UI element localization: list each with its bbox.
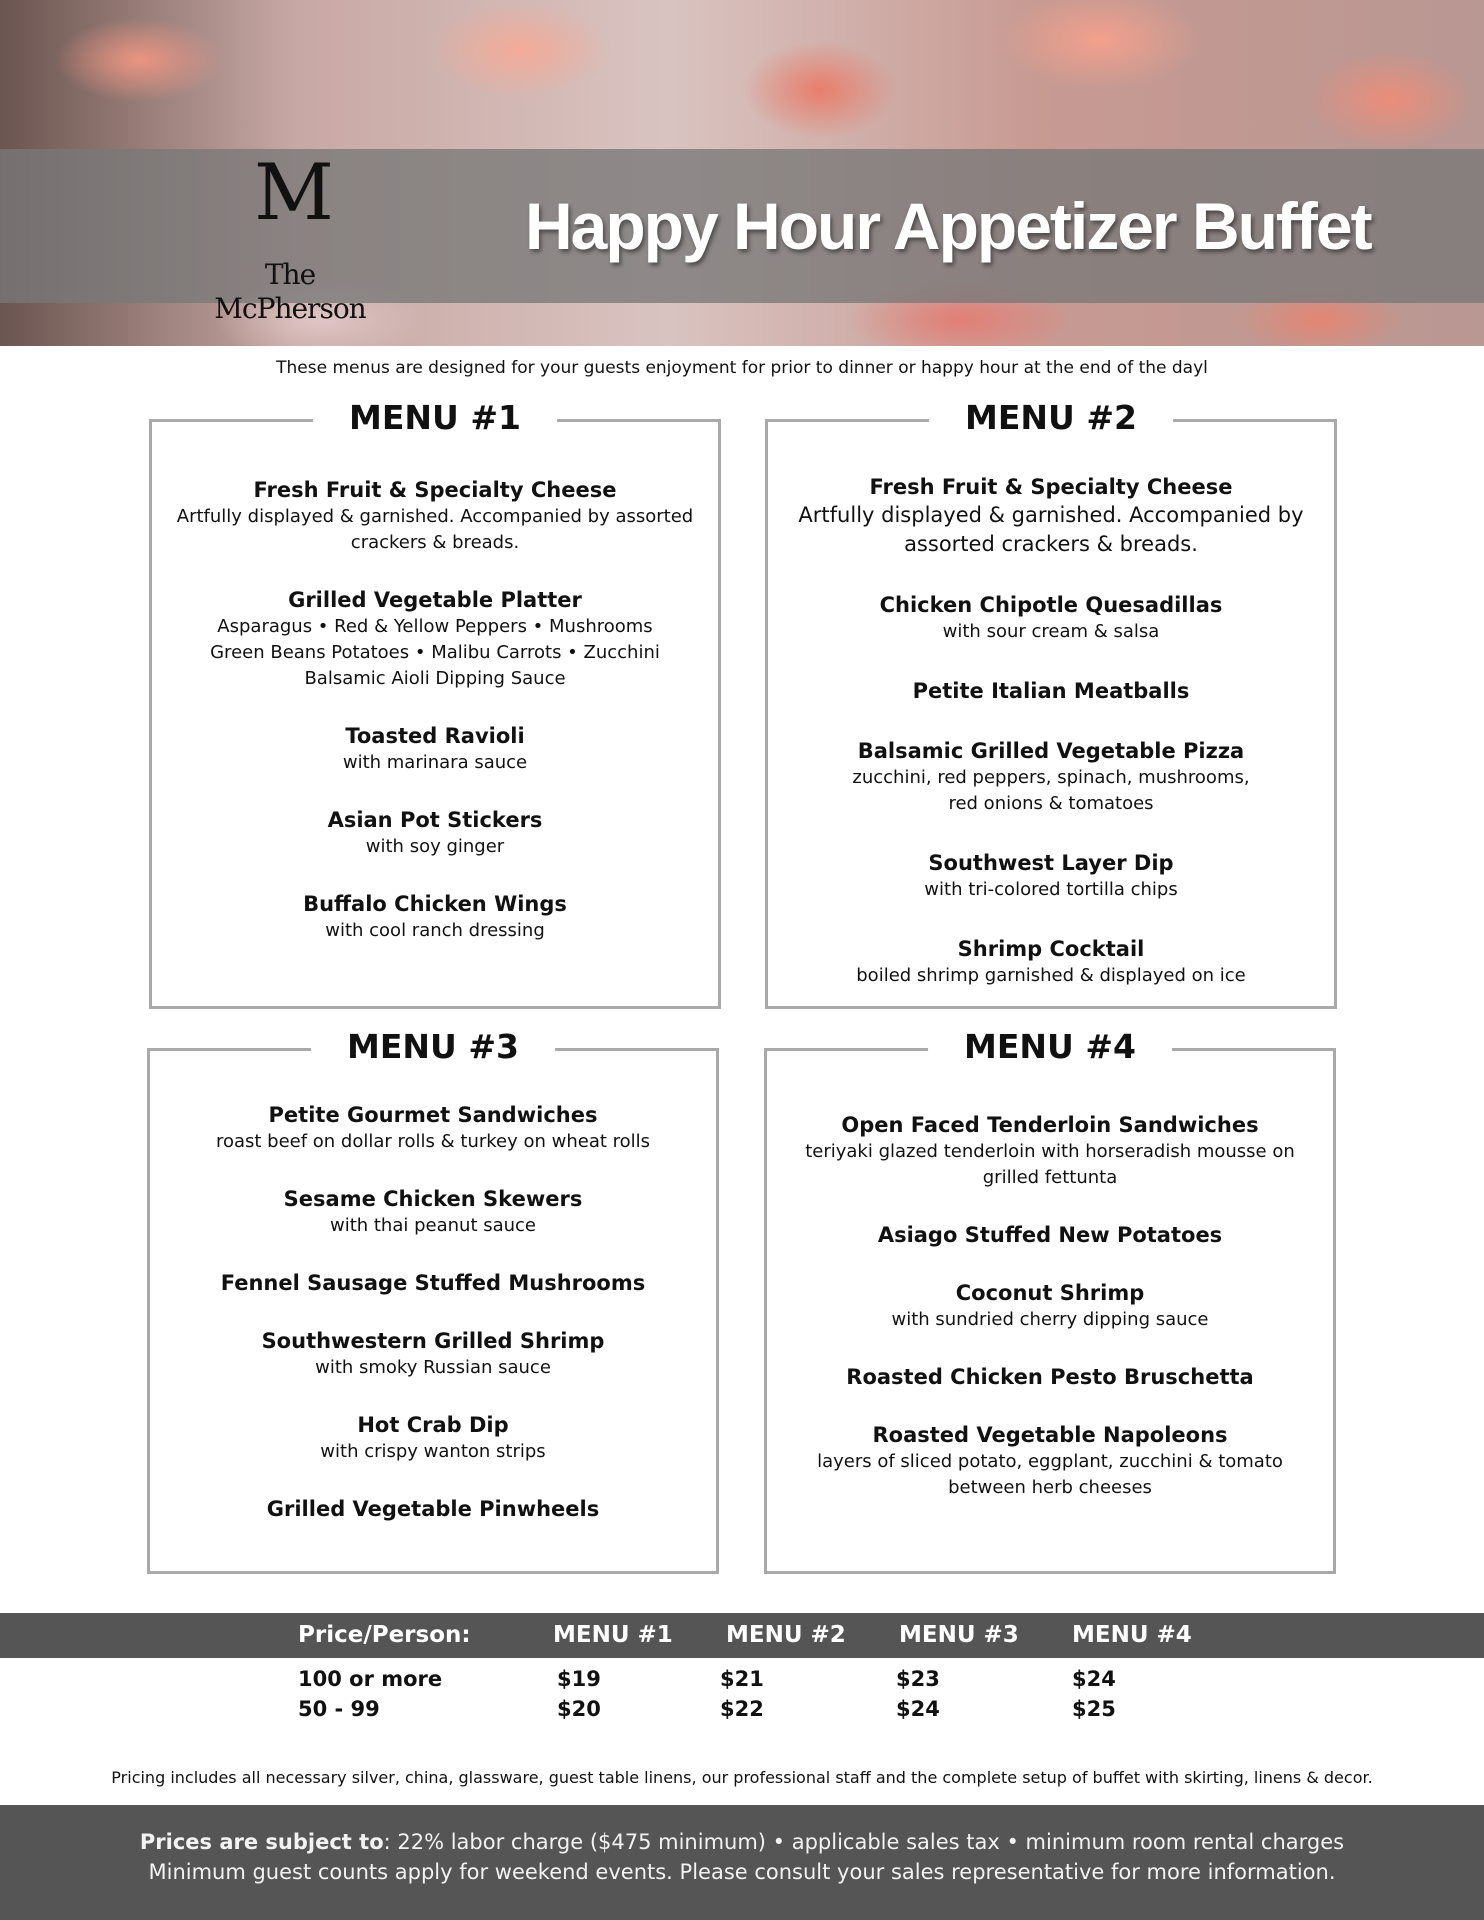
- menu-item-name: Chicken Chipotle Quesadillas: [879, 593, 1223, 617]
- menu-item-description: with crispy wanton strips: [320, 1441, 546, 1462]
- menu-item: [162, 890, 708, 944]
- menu-item: [162, 722, 708, 776]
- menu-item-name: Fresh Fruit & Specialty Cheese: [253, 478, 617, 502]
- menu-title: MENU #3: [311, 1017, 555, 1077]
- menu-item: [778, 473, 1324, 559]
- menu-title: MENU #4: [928, 1017, 1172, 1077]
- menu-item-description: with sundried cherry dipping sauce: [891, 1309, 1209, 1330]
- menu-item-description: with thai peanut sauce: [329, 1215, 537, 1236]
- pricing-header-menu-4: MENU #4: [1072, 1622, 1192, 1648]
- menu-item: [777, 1111, 1323, 1191]
- menu-box-2: [765, 398, 1337, 1009]
- menu-item-name: Roasted Chicken Pesto Bruschetta: [846, 1365, 1254, 1389]
- price-cell: $24: [896, 1697, 940, 1721]
- pricing-row-label: 100 or more: [298, 1667, 443, 1691]
- pricing-footnote: Pricing includes all necessary silver, china, glassware, guest table linens, our professional staff and the complete setup of buffet with skirting, linens & decor.: [111, 1768, 1373, 1787]
- menu-item: [778, 935, 1324, 989]
- intro-text: These menus are designed for your guests enjoyment for prior to dinner or happy hour at the end of the dayl: [276, 358, 1208, 378]
- menu-item-description: with marinara sauce: [342, 752, 528, 773]
- menu-item-name: Roasted Vegetable Napoleons: [872, 1423, 1228, 1447]
- menu-item: [777, 1221, 1323, 1249]
- price-cell: $21: [720, 1667, 764, 1691]
- footer-line-1-text: : 22% labor charge ($475 minimum) • applicable sales tax • minimum room rental charges: [383, 1830, 1345, 1854]
- menu-item-description: Artfully displayed & garnished. Accompanied by assorted: [176, 506, 694, 527]
- menu-item-description: grilled fettunta: [982, 1167, 1118, 1188]
- pricing-row-label: 50 - 99: [298, 1697, 380, 1721]
- price-cell: $20: [557, 1697, 601, 1721]
- menu-item-name: Coconut Shrimp: [955, 1281, 1145, 1305]
- menu-item-name: Toasted Ravioli: [345, 724, 525, 748]
- menu-item-name: Petite Italian Meatballs: [912, 679, 1190, 703]
- menu-item: [778, 591, 1324, 645]
- menu-item-description: boiled shrimp garnished & displayed on ice: [856, 965, 1246, 986]
- logo-letter: M: [254, 148, 334, 238]
- price-cell: $25: [1072, 1697, 1116, 1721]
- menu-title: MENU #1: [313, 388, 557, 448]
- menu-item: [160, 1185, 706, 1239]
- menu-item-description: layers of sliced potato, eggplant, zucchini & tomato: [817, 1451, 1283, 1472]
- menu-item-description: with sour cream & salsa: [942, 621, 1160, 642]
- logo-name: The McPherson: [214, 258, 366, 325]
- menu-item-name: Fennel Sausage Stuffed Mushrooms: [220, 1271, 646, 1295]
- menu-item-name: Asian Pot Stickers: [327, 808, 543, 832]
- pricing-header-menu-3: MENU #3: [899, 1622, 1019, 1648]
- menu-items: [160, 1101, 706, 1553]
- menu-item-name: Balsamic Grilled Vegetable Pizza: [857, 739, 1245, 763]
- menu-box-1: [149, 398, 721, 1009]
- menu-item-description: assorted crackers & breads.: [904, 532, 1198, 556]
- header-photo: [0, 0, 1484, 346]
- menu-item-name: Open Faced Tenderloin Sandwiches: [841, 1113, 1259, 1137]
- price-cell: $22: [720, 1697, 764, 1721]
- menu-item-description: with smoky Russian sauce: [315, 1357, 551, 1378]
- menu-item: [162, 806, 708, 860]
- menu-items: [162, 476, 708, 974]
- menu-item: [778, 737, 1324, 817]
- price-cell: $24: [1072, 1667, 1116, 1691]
- menu-item-description: roast beef on dollar rolls & turkey on wheat rolls: [215, 1131, 651, 1152]
- menu-item-name: Grilled Vegetable Pinwheels: [266, 1497, 600, 1521]
- menu-item-description: Balsamic Aioli Dipping Sauce: [304, 668, 566, 689]
- menu-item: [160, 1269, 706, 1297]
- menu-items: [778, 473, 1324, 1021]
- menu-box-4: [764, 1027, 1336, 1574]
- menu-item: [162, 586, 708, 692]
- menu-item-description: teriyaki glazed tenderloin with horseradish mousse on: [805, 1141, 1295, 1162]
- pricing-header-menu-2: MENU #2: [726, 1622, 846, 1648]
- menu-item: [778, 849, 1324, 903]
- page-title: Happy Hour Appetizer Buffet: [525, 189, 1371, 263]
- menu-item-description: crackers & breads.: [350, 532, 520, 553]
- footer-bold-lead: Prices are subject to: [139, 1830, 384, 1854]
- footer-bar: [0, 1805, 1484, 1920]
- menu-item-name: Sesame Chicken Skewers: [283, 1187, 583, 1211]
- menu-item: [777, 1421, 1323, 1501]
- menu-item: [777, 1279, 1323, 1333]
- menu-item-name: Shrimp Cocktail: [957, 937, 1145, 961]
- menu-item: [160, 1327, 706, 1381]
- menu-item: [160, 1411, 706, 1465]
- pricing-header-row: [0, 1613, 1484, 1658]
- pricing-header-menu-1: MENU #1: [553, 1622, 673, 1648]
- menu-item-description: with tri-colored tortilla chips: [924, 879, 1178, 900]
- menu-item-name: Buffalo Chicken Wings: [303, 892, 567, 916]
- menu-item-name: Petite Gourmet Sandwiches: [268, 1103, 598, 1127]
- menu-title: MENU #2: [929, 388, 1173, 448]
- menu-item-description: Asparagus • Red & Yellow Peppers • Mushrooms: [217, 616, 653, 637]
- menu-item: [778, 677, 1324, 705]
- price-cell: $19: [557, 1667, 601, 1691]
- menu-item-name: Fresh Fruit & Specialty Cheese: [869, 475, 1233, 499]
- menu-item-description: red onions & tomatoes: [948, 793, 1154, 814]
- menu-item-name: Grilled Vegetable Platter: [288, 588, 582, 612]
- footer-line-2: Minimum guest counts apply for weekend events. Please consult your sales representative for more information.: [148, 1860, 1336, 1884]
- menu-item-description: with cool ranch dressing: [325, 920, 545, 941]
- menu-item-description: with soy ginger: [365, 836, 505, 857]
- menu-item-description: zucchini, red peppers, spinach, mushrooms,: [852, 767, 1250, 788]
- menu-item: [160, 1495, 706, 1523]
- menu-item-description: between herb cheeses: [948, 1477, 1152, 1498]
- menu-item: [160, 1101, 706, 1155]
- menu-items: [777, 1111, 1323, 1531]
- menu-item-name: Asiago Stuffed New Potatoes: [877, 1223, 1223, 1247]
- menu-item-description: Green Beans Potatoes • Malibu Carrots • Zucchini: [210, 642, 660, 663]
- footer-line-1: [0, 1827, 1484, 1857]
- menu-item: [162, 476, 708, 556]
- price-cell: $23: [896, 1667, 940, 1691]
- menu-item-name: Southwest Layer Dip: [928, 851, 1174, 875]
- menu-box-3: [147, 1027, 719, 1574]
- menu-item-name: Hot Crab Dip: [357, 1413, 509, 1437]
- menu-item-name: Southwestern Grilled Shrimp: [261, 1329, 605, 1353]
- menu-item: [777, 1363, 1323, 1391]
- pricing-header-label: Price/Person:: [298, 1622, 471, 1648]
- menu-item-description: Artfully displayed & garnished. Accompanied by: [798, 503, 1304, 527]
